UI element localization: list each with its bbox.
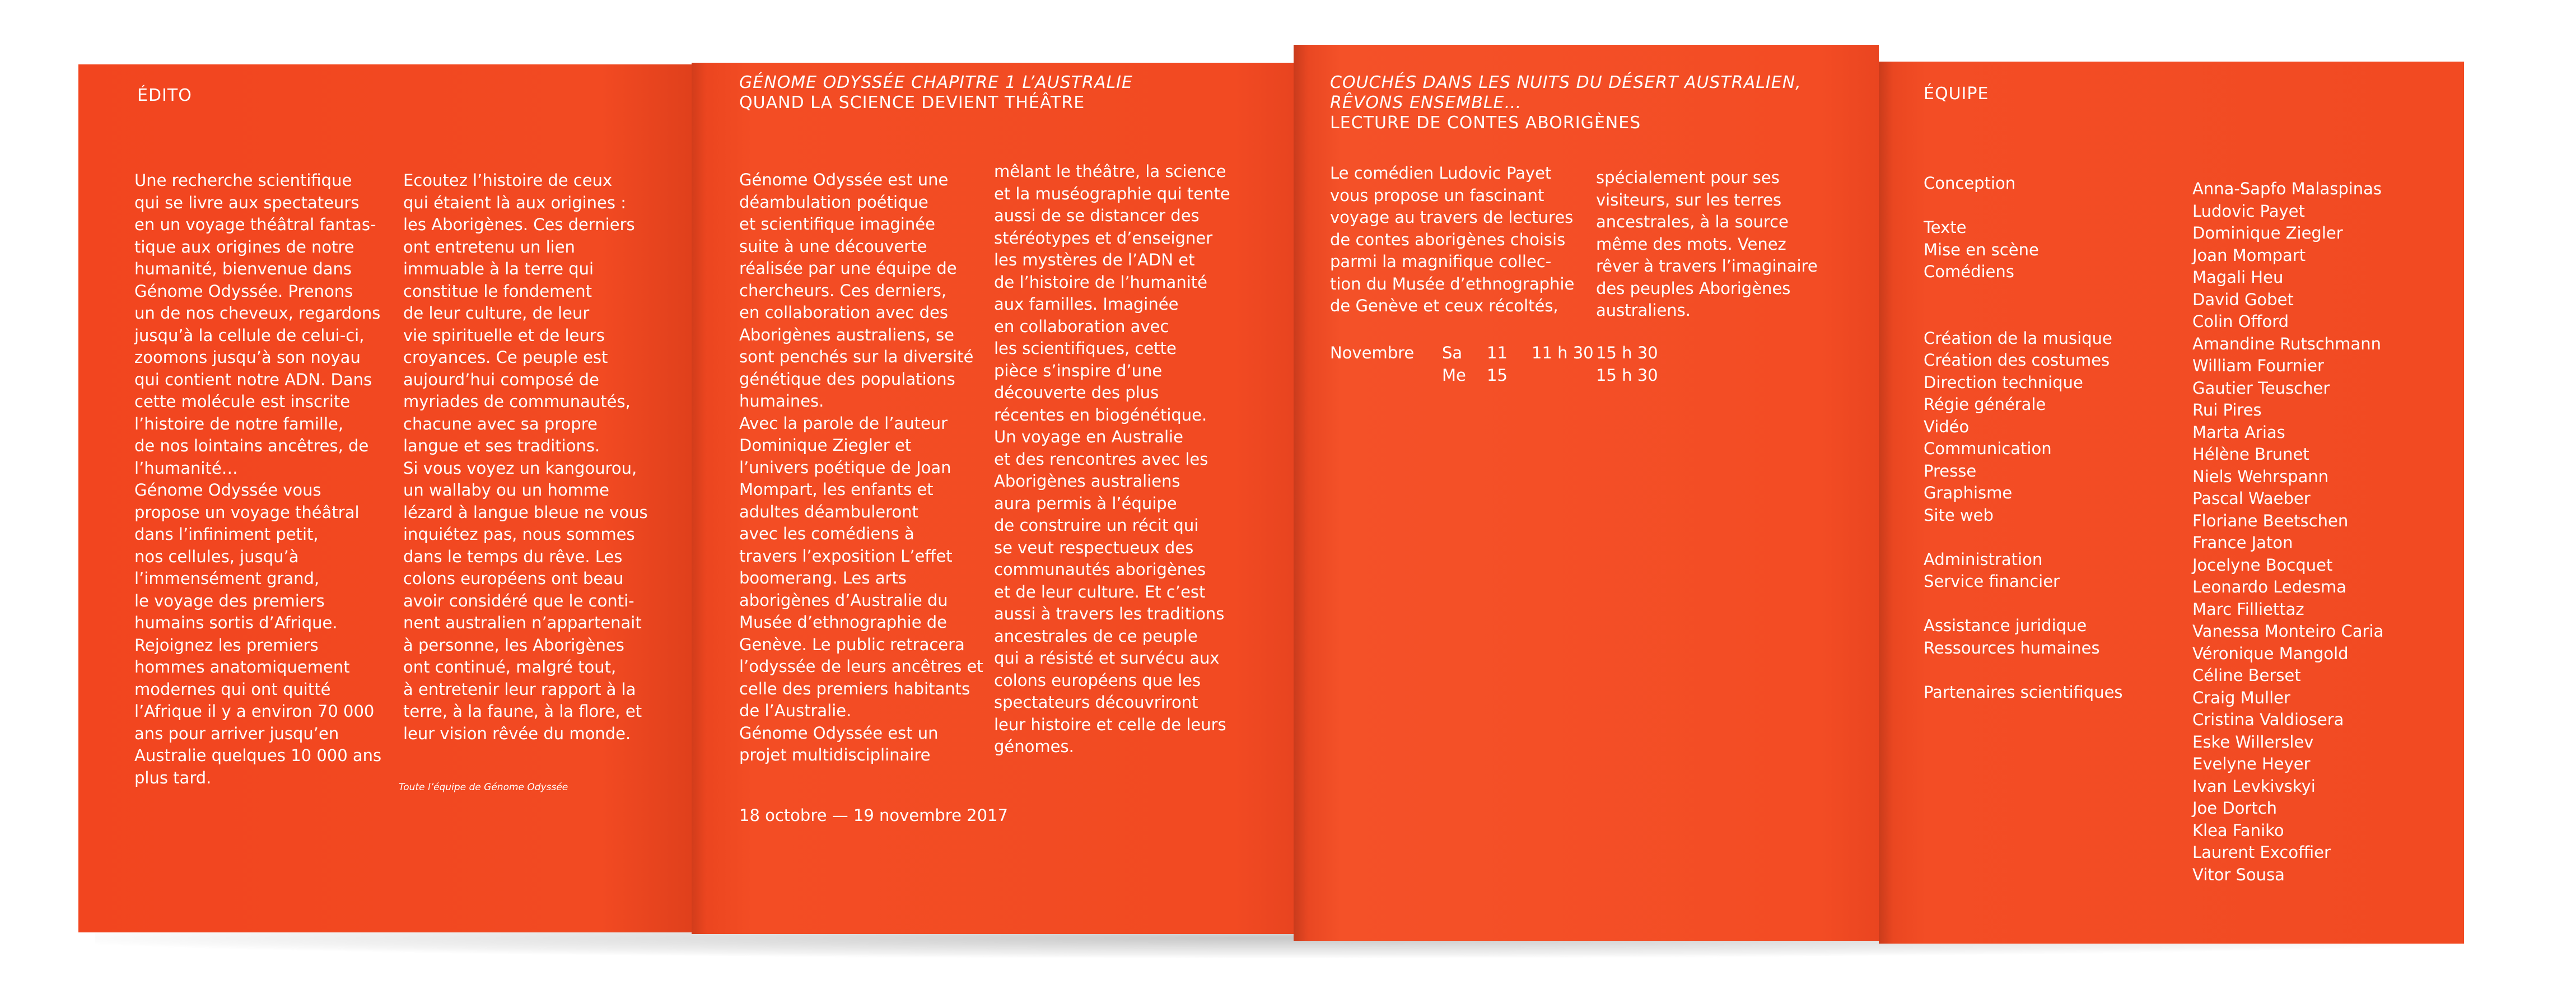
fold-shade	[1879, 62, 1893, 944]
lecture-heading-line-2: RÊVONS ENSEMBLE…	[1330, 93, 1522, 113]
text-line: Dominique Ziegler et	[739, 436, 912, 455]
schedule-day: Me	[1442, 366, 1466, 385]
text-line: et de leur culture. Et c’est	[994, 582, 1206, 601]
text-line: un de nos cheveux, regardons	[134, 304, 381, 323]
text-line: ancestrales, à la source	[1596, 212, 1789, 231]
text-line: France Jaton	[2192, 533, 2293, 552]
text-line: William Fournier	[2192, 356, 2324, 375]
text-line: aussi à travers les traditions	[994, 604, 1225, 623]
text-line: chacune avec sa propre	[403, 414, 598, 433]
text-line: voyage au travers de lectures	[1330, 208, 1574, 227]
text-line: myriades de communautés,	[403, 392, 631, 411]
text-line: mêlant le théâtre, la science	[994, 162, 1226, 181]
text-line: Floriane Beetschen	[2192, 511, 2349, 530]
text-line: avoir considéré que le conti-	[403, 591, 634, 610]
text-line: Véronique Mangold	[2192, 643, 2349, 663]
text-line: stéréotypes et d’enseigner	[994, 228, 1213, 248]
text-line: Génome Odyssée est une	[739, 170, 949, 189]
text-line: Communication	[1924, 439, 2052, 458]
chapitre-dates: 18 octobre — 19 novembre 2017	[739, 806, 1008, 825]
text-line: Genève. Le public retracera	[739, 634, 965, 654]
text-line: Aborigènes australiens	[994, 472, 1180, 491]
text-line: Ludovic Payet	[2192, 201, 2305, 221]
text-line: Texte	[1924, 218, 1967, 237]
chapitre-column-1	[739, 169, 983, 767]
text-line: parmi la magnifique collec-	[1330, 252, 1552, 271]
text-line: humanité, bienvenue dans	[134, 259, 352, 278]
schedule-date: 11	[1487, 343, 1508, 362]
text-line: des peuples Aborigènes	[1596, 278, 1791, 298]
text-line: avec les comédiens à	[739, 524, 914, 543]
text-line: les mystères de l’ADN et	[994, 250, 1195, 269]
panel-equipe	[1879, 62, 2464, 944]
text-line: sont penchés sur la diversité	[739, 347, 974, 366]
text-line: leur vision rêvée du monde.	[403, 724, 631, 743]
text-line: constitue le fondement	[403, 281, 592, 301]
text-line: Direction technique	[1924, 372, 2083, 392]
text-line: en collaboration avec	[994, 316, 1169, 336]
text-line: zoomons jusqu’à son noyau	[134, 348, 361, 367]
text-line: Hélène Brunet	[2192, 445, 2309, 464]
text-line: Anna-Sapfo Malaspinas	[2192, 179, 2382, 198]
text-line: leur histoire et celle de leurs	[994, 715, 1226, 734]
text-line: Joe Dortch	[2192, 799, 2278, 818]
text-line	[1924, 526, 2123, 549]
text-line: colons européens ont beau	[403, 569, 624, 588]
text-line: Magali Heu	[2192, 268, 2284, 287]
text-line: les Aborigènes. Ces derniers	[403, 215, 635, 234]
text-line: Site web	[1924, 505, 1994, 525]
text-line: travers l’exposition L’effet	[739, 546, 953, 566]
text-line: cette molécule est inscrite	[134, 392, 351, 411]
text-line: ont continué, malgré tout,	[403, 657, 617, 676]
text-line	[1924, 195, 2123, 217]
text-line	[1924, 659, 2123, 682]
text-line: Conception	[1924, 174, 2016, 193]
text-line: à personne, les Aborigènes	[403, 635, 624, 655]
text-line: pièce s’inspire d’une	[994, 361, 1163, 380]
equipe-names	[2192, 178, 2383, 886]
text-line: Australie quelques 10 000 ans	[134, 746, 382, 765]
text-line: plus tard.	[134, 768, 212, 787]
schedule-date: 15	[1487, 366, 1508, 385]
text-line: colons européens que les	[994, 670, 1201, 690]
text-line: propose un voyage théâtral	[134, 502, 360, 522]
text-line: le voyage des premiers	[134, 591, 325, 610]
fold-shade	[692, 63, 706, 934]
panel-edito	[78, 64, 692, 932]
text-line: en un voyage théâtral fantas-	[134, 215, 376, 234]
panel-chapitre	[692, 63, 1294, 934]
edito-column-2	[403, 170, 648, 745]
schedule-time: 15 h 30	[1596, 343, 1658, 362]
text-line: inquiétez pas, nous sommes	[403, 525, 635, 544]
text-line: dans le temps du rêve. Les	[403, 547, 623, 566]
text-line: tion du Musée d’ethnographie	[1330, 274, 1575, 293]
text-line: Dominique Ziegler	[2192, 223, 2343, 242]
text-line: humains sortis d’Afrique.	[134, 613, 338, 632]
lecture-heading-line-1: COUCHÉS DANS LES NUITS DU DÉSERT AUSTRALIEN,	[1330, 73, 1802, 92]
text-line: Régie générale	[1924, 395, 2046, 414]
text-line: visiteurs, sur les terres	[1596, 190, 1782, 209]
fold-shade	[1294, 45, 1308, 941]
text-line: hommes anatomiquement	[134, 657, 350, 676]
text-line: Colin Offord	[2192, 312, 2289, 331]
text-line: Un voyage en Australie	[994, 427, 1183, 446]
text-line: Création des costumes	[1924, 351, 2110, 370]
chapitre-heading-line-1: GÉNOME ODYSSÉE CHAPITRE 1 L’AUSTRALIE	[739, 73, 1133, 92]
text-line: Leonardo Ledesma	[2192, 577, 2347, 596]
text-line	[1924, 305, 2123, 328]
text-line: Graphisme	[1924, 483, 2013, 502]
text-line: Service financier	[1924, 572, 2060, 591]
text-line: Avec la parole de l’auteur	[739, 413, 948, 433]
text-line: l’odyssée de leurs ancêtres et	[739, 657, 983, 676]
text-line: Marta Arias	[2192, 422, 2285, 442]
text-line: Génome Odyssée. Prenons	[134, 281, 353, 301]
text-line: à entretenir leur rapport à la	[403, 679, 636, 699]
text-line: ancestrales de ce peuple	[994, 626, 1198, 646]
text-line: suite à une découverte	[739, 236, 927, 256]
edito-column-1	[134, 170, 381, 789]
text-line: lézard à langue bleue ne vous	[403, 502, 648, 522]
text-line: Laurent Excoffier	[2192, 843, 2331, 862]
text-line: même des mots. Venez	[1596, 234, 1786, 254]
text-line: Partenaires scientifiques	[1924, 682, 2123, 702]
text-line: Génome Odyssée est un	[739, 723, 939, 743]
edito-heading: ÉDITO	[137, 86, 192, 105]
text-line: langue et ses traditions.	[403, 436, 600, 455]
text-line: l’immensément grand,	[134, 569, 320, 588]
text-line: de nos lointains ancêtres, de	[134, 436, 369, 455]
text-line: Marc Filliettaz	[2192, 599, 2304, 619]
text-line: l’univers poétique de Joan	[739, 458, 951, 477]
text-line: nent australien n’appartenait	[403, 613, 642, 632]
text-line: adultes déambuleront	[739, 502, 918, 521]
text-line: Craig Muller	[2192, 688, 2290, 707]
text-line: nos cellules, jusqu’à	[134, 547, 299, 566]
text-line: récentes en biogénétique.	[994, 405, 1207, 424]
schedule-day: Sa	[1442, 343, 1463, 362]
text-line: Pascal Waeber	[2192, 489, 2311, 508]
text-line: Eske Willerslev	[2192, 732, 2314, 752]
text-line: Administration	[1924, 549, 2043, 569]
equipe-heading: ÉQUIPE	[1924, 84, 1989, 104]
text-line: terre, à la faune, à la flore, et	[403, 702, 642, 721]
text-line: Ressources humaines	[1924, 638, 2100, 657]
text-line	[1924, 283, 2123, 306]
text-line: jusqu’à la cellule de celui-ci,	[134, 325, 365, 345]
schedule-time: 15 h 30	[1596, 366, 1658, 385]
text-line: Ivan Levkivskyi	[2192, 776, 2316, 796]
panel-lecture	[1294, 45, 1879, 941]
text-line: découverte des plus	[994, 383, 1159, 402]
text-line: Le comédien Ludovic Payet	[1330, 164, 1552, 183]
text-line: projet multidisciplinaire	[739, 745, 931, 764]
text-line: boomerang. Les arts	[739, 568, 907, 587]
text-line: réalisée par une équipe de	[739, 259, 957, 278]
text-line: Comédiens	[1924, 262, 2014, 281]
text-line: David Gobet	[2192, 290, 2294, 309]
text-line: l’histoire de notre famille,	[134, 414, 344, 433]
text-line: modernes qui ont quitté	[134, 679, 331, 699]
text-line: rêver à travers l’imaginaire	[1596, 256, 1818, 276]
text-line: l’humanité…	[134, 458, 238, 478]
text-line: Joan Mompart	[2192, 245, 2306, 265]
text-line: celle des premiers habitants	[739, 679, 970, 698]
text-line: aujourd’hui composé de	[403, 370, 599, 389]
text-line: Evelyne Heyer	[2192, 754, 2311, 773]
text-line: qui a résisté et survécu aux	[994, 648, 1220, 668]
text-line: Génome Odyssée vous	[134, 480, 321, 500]
text-line: l’Afrique il y a environ 70 000	[134, 702, 375, 721]
text-line: Jocelyne Bocquet	[2192, 555, 2333, 575]
edito-signature: Toute l’équipe de Génome Odyssée	[399, 782, 568, 793]
text-line: Création de la musique	[1924, 328, 2112, 348]
text-line: australiens.	[1596, 301, 1691, 320]
text-line: dans l’infiniment petit,	[134, 525, 319, 544]
text-line: de l’histoire de l’humanité	[994, 272, 1207, 292]
text-line: Vidéo	[1924, 417, 1970, 436]
text-line: déambulation poétique	[739, 192, 928, 212]
text-line: Assistance juridique	[1924, 616, 2087, 635]
text-line: de construire un récit qui	[994, 516, 1199, 535]
text-line: vie spirituelle et de leurs	[403, 325, 605, 345]
text-line: qui se livre aux spectateurs	[134, 193, 360, 212]
text-line: de leur culture, de leur	[403, 304, 590, 323]
text-line	[1924, 593, 2123, 615]
text-line: Une recherche scientifique	[134, 171, 352, 190]
text-line: chercheurs. Ces derniers,	[739, 281, 947, 300]
text-line: croyances. Ce peuple est	[403, 348, 608, 367]
text-line: de Genève et ceux récoltés,	[1330, 296, 1558, 315]
text-line: vous propose un fascinant	[1330, 185, 1544, 205]
text-line: Mise en scène	[1924, 240, 2039, 259]
text-line: en collaboration avec des	[739, 303, 948, 322]
text-line: Amandine Rutschmann	[2192, 334, 2381, 353]
text-line: génétique des populations	[739, 369, 955, 389]
text-line: Gautier Teuscher	[2192, 378, 2330, 398]
text-line: tique aux origines de notre	[134, 237, 354, 256]
text-line: et la muséographie qui tente	[994, 184, 1230, 203]
text-line: spécialement pour ses	[1596, 168, 1780, 187]
text-line: et des rencontres avec les	[994, 449, 1208, 469]
lecture-heading-line-3: LECTURE DE CONTES ABORIGÈNES	[1330, 113, 1641, 133]
text-line: qui étaient là aux origines :	[403, 193, 626, 212]
text-line: aborigènes d’Australie du	[739, 590, 948, 610]
chapitre-heading-line-2: QUAND LA SCIENCE DEVIENT THÉÂTRE	[739, 93, 1085, 113]
text-line: immuable à la terre qui	[403, 259, 594, 278]
text-line: Mompart, les enfants et	[739, 480, 934, 499]
text-line: Céline Berset	[2192, 666, 2301, 685]
equipe-roles	[1924, 172, 2123, 703]
text-line: ont entretenu un lien	[403, 237, 575, 256]
text-line: les scientifiques, cette	[994, 339, 1177, 358]
text-line: aussi de se distancer des	[994, 206, 1200, 225]
text-line: Ecoutez l’histoire de ceux	[403, 171, 613, 190]
text-line: de l’Australie.	[739, 701, 852, 720]
text-line: qui contient notre ADN. Dans	[134, 370, 372, 389]
text-line: Vitor Sousa	[2192, 865, 2285, 884]
text-line: humaines.	[739, 391, 824, 410]
text-line: ans pour arriver jusqu’en	[134, 724, 339, 743]
lecture-column-2	[1596, 167, 1818, 322]
text-line: spectateurs découvriront	[994, 693, 1198, 712]
text-line: Presse	[1924, 461, 1977, 480]
text-line: Musée d’ethnographie de	[739, 613, 948, 632]
lecture-column-1	[1330, 162, 1574, 318]
text-line: Niels Wehrspann	[2192, 466, 2329, 486]
text-line: Aborigènes australiens, se	[739, 325, 954, 344]
text-line: Cristina Valdiosera	[2192, 710, 2344, 729]
text-line: se veut respectueux des	[994, 538, 1194, 557]
text-line: Klea Faniko	[2192, 820, 2284, 840]
schedule-month: Novembre	[1330, 343, 1415, 362]
schedule-time: 11 h 30	[1532, 343, 1594, 362]
text-line: Rejoignez les premiers	[134, 635, 319, 655]
text-line: et scientifique imaginée	[739, 214, 935, 234]
text-line: aux familles. Imaginée	[994, 295, 1179, 314]
text-line: génomes.	[994, 737, 1074, 756]
text-line: aura permis à l’équipe	[994, 493, 1177, 513]
text-line: communautés aborigènes	[994, 560, 1206, 579]
text-line: Si vous voyez un kangourou,	[403, 458, 637, 478]
text-line: Rui Pires	[2192, 400, 2262, 419]
text-line: Vanessa Monteiro Caria	[2192, 622, 2384, 641]
chapitre-column-2	[994, 161, 1230, 758]
text-line: de contes aborigènes choisis	[1330, 230, 1566, 249]
text-line: un wallaby ou un homme	[403, 480, 609, 500]
